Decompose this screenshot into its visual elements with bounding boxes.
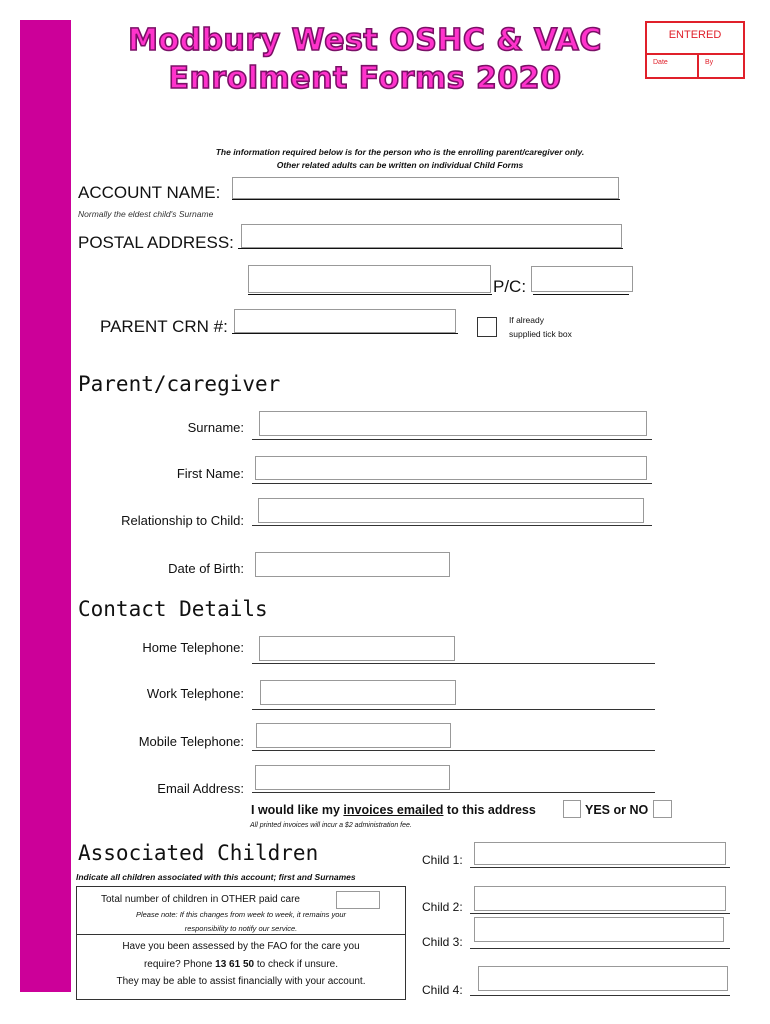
home-telephone-label: Home Telephone: — [142, 640, 244, 655]
intro-note-line1: The information required below is for the person who is the enrolling parent/caregiver only. — [215, 147, 585, 157]
first-name-underline — [252, 483, 652, 484]
relationship-underline — [252, 525, 652, 526]
entered-by-cell[interactable]: By — [705, 59, 714, 66]
invoice-email-statement — [251, 803, 536, 817]
entered-date-cell[interactable]: Date — [647, 55, 699, 77]
child-4-label: Child 4: — [422, 983, 463, 997]
email-address-underline — [252, 792, 655, 793]
form-title-line2: Enrolment Forms 2020 — [168, 61, 562, 96]
sidebar-stripe — [20, 20, 71, 992]
fao-line2 — [80, 959, 402, 970]
children-instruction: Indicate all children associated with this account; first and Surnames — [76, 872, 356, 882]
relationship-input[interactable] — [258, 498, 644, 523]
fao-line2-post: to check if unsure. — [254, 959, 339, 970]
invoice-emphasis: invoices emailed — [343, 803, 444, 817]
total-note-line1: Please note: If this changes from week to week, it remains your — [135, 910, 347, 919]
yes-no-checkbox[interactable] — [653, 800, 672, 818]
account-name-hint: Normally the eldest child's Surname — [78, 209, 214, 219]
postal-address-underline-2 — [248, 294, 492, 295]
child-3-underline — [470, 948, 730, 949]
relationship-label: Relationship to Child: — [121, 513, 244, 528]
total-children-input[interactable] — [336, 891, 380, 909]
postal-address-underline — [238, 248, 623, 249]
total-note-line2: responsibility to notify our service. — [184, 924, 298, 933]
child-1-label: Child 1: — [422, 853, 463, 867]
email-address-label: Email Address: — [157, 781, 244, 796]
work-telephone-underline — [252, 709, 655, 710]
parent-crn-label: PARENT CRN #: — [100, 317, 228, 336]
invoice-email-checkbox[interactable] — [563, 800, 581, 818]
surname-input[interactable] — [259, 411, 647, 436]
crn-tick-label-1: If already — [509, 315, 544, 325]
child-3-input[interactable] — [474, 917, 724, 942]
email-address-input[interactable] — [255, 765, 450, 790]
yes-no-label: YES or NO — [585, 803, 649, 817]
info-box-divider — [76, 934, 406, 935]
child-2-underline — [470, 913, 730, 914]
fao-line1: Have you been assessed by the FAO for the care you — [122, 941, 360, 952]
entered-stamp-box — [645, 21, 745, 79]
invoice-suffix: to this address — [443, 803, 536, 817]
child-1-input[interactable] — [474, 842, 726, 865]
postcode-label: P/C: — [493, 277, 527, 296]
postal-address-input-line2[interactable] — [248, 265, 491, 293]
account-name-label: ACCOUNT NAME: — [78, 183, 221, 202]
invoice-fee-note: All printed invoices will incur a $2 administration fee. — [250, 822, 412, 829]
fao-line3: They may be able to assist financially with your account. — [116, 976, 366, 987]
crn-tick-label-2: supplied tick box — [509, 329, 572, 339]
parent-crn-underline — [232, 333, 458, 334]
child-4-input[interactable] — [478, 966, 728, 991]
first-name-label: First Name: — [176, 466, 244, 481]
postcode-underline — [533, 294, 629, 295]
account-name-input[interactable] — [232, 177, 619, 199]
child-4-underline — [470, 995, 730, 996]
home-telephone-input[interactable] — [259, 636, 455, 661]
child-1-underline — [470, 867, 730, 868]
surname-label: Surname: — [187, 420, 244, 435]
account-name-underline — [232, 199, 620, 200]
contact-section-heading: Contact Details — [78, 597, 268, 621]
child-2-input[interactable] — [474, 886, 726, 911]
work-telephone-input[interactable] — [260, 680, 456, 705]
mobile-telephone-label: Mobile Telephone: — [138, 734, 244, 749]
fao-phone: 13 61 50 — [215, 959, 255, 970]
work-telephone-label: Work Telephone: — [146, 686, 244, 701]
surname-underline — [252, 439, 652, 440]
postcode-input[interactable] — [531, 266, 633, 292]
invoice-prefix: I would like my — [251, 803, 344, 817]
crn-supplied-checkbox[interactable] — [477, 317, 497, 337]
mobile-telephone-underline — [252, 750, 655, 751]
postal-address-input-line1[interactable] — [241, 224, 622, 248]
dob-input[interactable] — [255, 552, 450, 577]
child-3-label: Child 3: — [422, 935, 463, 949]
parent-crn-input[interactable] — [234, 309, 456, 333]
first-name-input[interactable] — [255, 456, 647, 480]
mobile-telephone-input[interactable] — [256, 723, 451, 748]
form-title-line1: Modbury West OSHC & VAC — [128, 23, 602, 58]
postal-address-label: POSTAL ADDRESS: — [78, 233, 234, 252]
intro-note-line2: Other related adults can be written on individual Child Forms — [276, 160, 524, 170]
entered-label: ENTERED — [668, 29, 722, 41]
total-children-label: Total number of children in OTHER paid care — [101, 894, 300, 905]
children-section-heading: Associated Children — [78, 841, 319, 865]
dob-label: Date of Birth: — [168, 561, 244, 576]
fao-line2-pre: require? Phone — [143, 959, 216, 970]
child-2-label: Child 2: — [422, 900, 463, 914]
home-telephone-underline — [252, 663, 655, 664]
parent-section-heading: Parent/caregiver — [78, 372, 281, 396]
